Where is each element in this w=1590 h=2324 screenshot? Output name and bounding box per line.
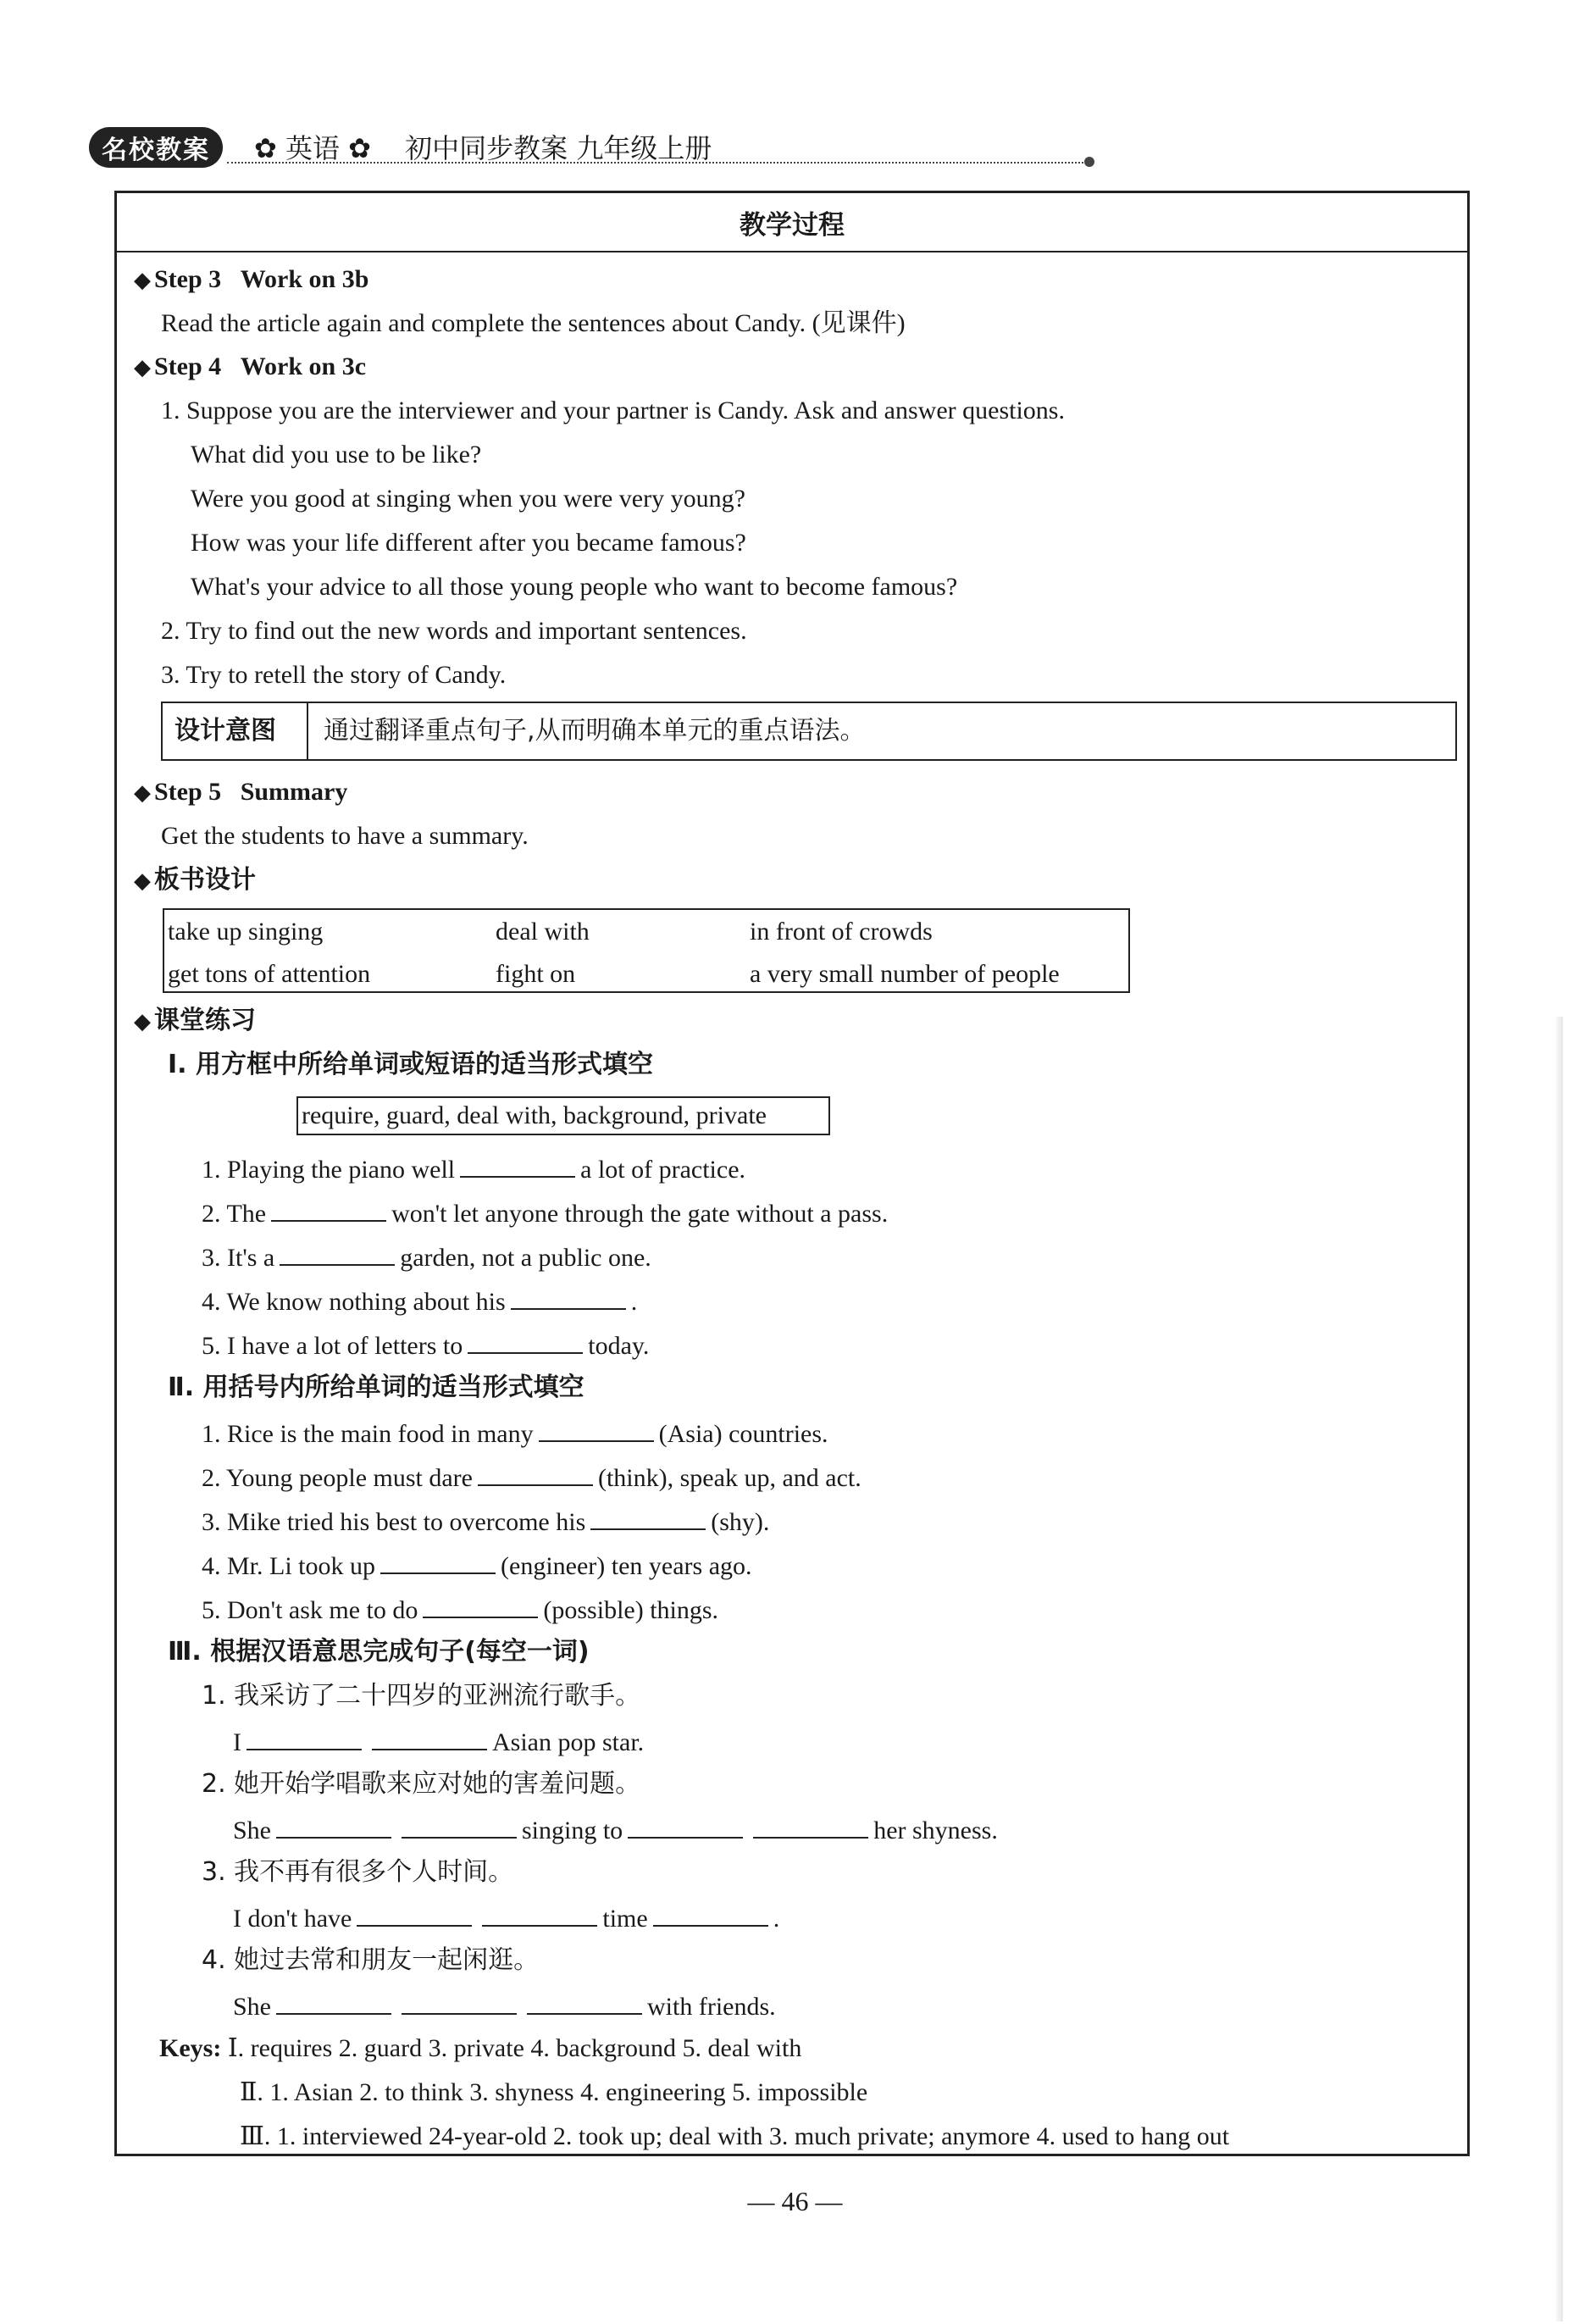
exercise-item: 4. Mr. Li took up (engineer) ten years ago.	[202, 1547, 752, 1584]
scan-edge-shadow	[1554, 1017, 1563, 2321]
exercise-item: 3. It's a garden, not a public one.	[202, 1239, 651, 1275]
step4-label: Step 4	[154, 352, 222, 380]
diamond-bullet-icon: ◆	[134, 355, 151, 380]
answer-blank[interactable]	[527, 1988, 642, 2015]
answer-blank[interactable]	[753, 1811, 868, 1839]
answer-blank[interactable]	[511, 1283, 626, 1310]
diamond-bullet-icon: ◆	[134, 1009, 151, 1034]
answer-blank[interactable]	[482, 1900, 597, 1927]
board-heading-label: 板书设计	[154, 865, 256, 895]
step5-title: Summary	[240, 778, 348, 806]
step5-label: Step 5	[154, 778, 222, 806]
translation-prompt: 1. 我采访了二十四岁的亚洲流行歌手。	[202, 1681, 641, 1711]
step3-text: Read the article again and complete the sentences about Candy. (见课件)	[161, 309, 906, 337]
answer-blank[interactable]	[402, 1811, 517, 1839]
exercise-item: 3. Mike tried his best to overcome his (shy).	[202, 1503, 769, 1539]
publisher-logo: 名校教案	[89, 127, 223, 168]
exercise-item: 2. The won't let anyone through the gate without a pass.	[202, 1195, 888, 1231]
answer-blank[interactable]	[380, 1547, 496, 1574]
translation-answer: She singing to her shyness.	[233, 1811, 998, 1848]
translation-answer: I Asian pop star.	[233, 1723, 644, 1760]
book-title: 初中同步教案 九年级上册	[405, 132, 712, 164]
practice-heading	[134, 1004, 256, 1039]
subject-label: ✿ 英语 ✿	[254, 132, 371, 164]
answer-blank[interactable]	[653, 1900, 768, 1927]
keys-line-2: Ⅱ. 1. Asian 2. to think 3. shyness 4. engineering 5. impossible	[240, 2078, 868, 2106]
header-rule	[227, 162, 1087, 164]
answer-blank[interactable]	[372, 1723, 487, 1750]
translation-answer: She with friends.	[233, 1988, 776, 2024]
header-rule-dot	[1084, 157, 1094, 167]
step4-heading	[134, 350, 366, 385]
answer-blank[interactable]	[276, 1811, 391, 1839]
exercise-item: 5. I have a lot of letters to today.	[202, 1327, 649, 1363]
step3-title: Work on 3b	[240, 265, 369, 293]
step5-heading	[134, 775, 347, 810]
board-cell: a very small number of people	[750, 960, 1060, 988]
board-cell: deal with	[496, 918, 590, 946]
part3-heading: Ⅲ. 根据汉语意思完成句子(每空一词)	[168, 1637, 590, 1667]
answer-blank[interactable]	[468, 1327, 583, 1354]
diamond-bullet-icon: ◆	[134, 268, 151, 293]
part2-heading: Ⅱ. 用括号内所给单词的适当形式填空	[168, 1373, 584, 1402]
exercise-item: 1. Playing the piano well a lot of practice.	[202, 1151, 745, 1187]
step5-text: Get the students to have a summary.	[161, 822, 529, 850]
step4-title: Work on 3c	[240, 352, 367, 380]
keys-line-1	[159, 2032, 801, 2066]
answer-blank[interactable]	[357, 1900, 472, 1927]
step4-question: Were you good at singing when you were very young?	[191, 485, 745, 513]
translation-answer: I don't have time .	[233, 1900, 779, 1936]
answer-blank[interactable]	[539, 1415, 654, 1442]
running-header	[254, 127, 712, 166]
keys-line-3: Ⅲ. 1. interviewed 24-year-old 2. took up; deal with 3. much private; anymore 4. used to hang out	[240, 2122, 1230, 2150]
answer-blank[interactable]	[247, 1723, 362, 1750]
answer-blank[interactable]	[280, 1239, 395, 1266]
board-heading	[134, 863, 256, 898]
word-box-text: require, guard, deal with, background, private	[302, 1101, 767, 1129]
keys-part1: Ⅰ. requires 2. guard 3. private 4. background 5. deal with	[227, 2034, 802, 2062]
answer-blank[interactable]	[402, 1988, 517, 2015]
design-intent-label: 设计意图	[175, 716, 276, 746]
step4-item1: 1. Suppose you are the interviewer and your partner is Candy. Ask and answer questions.	[161, 397, 1065, 424]
board-cell: fight on	[496, 960, 576, 988]
board-cell: take up singing	[168, 918, 324, 946]
frame-title: 教学过程	[117, 193, 1467, 252]
exercise-item: 2. Young people must dare (think), speak up, and act.	[202, 1459, 861, 1495]
answer-blank[interactable]	[478, 1459, 593, 1486]
translation-prompt: 2. 她开始学唱歌来应对她的害羞问题。	[202, 1769, 641, 1799]
answer-blank[interactable]	[460, 1151, 575, 1178]
answer-blank[interactable]	[628, 1811, 743, 1839]
exercise-item: 1. Rice is the main food in many (Asia) countries.	[202, 1415, 828, 1451]
design-intent-text: 通过翻译重点句子,从而明确本单元的重点语法。	[324, 716, 866, 746]
practice-heading-label: 课堂练习	[154, 1006, 256, 1035]
step4-question: What's your advice to all those young people who want to become famous?	[191, 573, 958, 601]
step4-item3: 3. Try to retell the story of Candy.	[161, 661, 507, 689]
answer-blank[interactable]	[276, 1988, 391, 2015]
page-number: — 46 —	[747, 2186, 843, 2216]
diamond-bullet-icon: ◆	[134, 780, 151, 806]
step3-heading	[134, 263, 368, 297]
translation-prompt: 3. 我不再有很多个人时间。	[202, 1857, 514, 1887]
answer-blank[interactable]	[590, 1503, 706, 1530]
board-cell: in front of crowds	[750, 918, 933, 946]
diamond-bullet-icon: ◆	[134, 868, 151, 894]
step4-question: How was your life different after you became famous?	[191, 529, 746, 557]
step4-question: What did you use to be like?	[191, 441, 482, 469]
answer-blank[interactable]	[423, 1591, 538, 1618]
part1-heading: Ⅰ. 用方框中所给单词或短语的适当形式填空	[168, 1050, 654, 1079]
keys-label: Keys:	[159, 2034, 222, 2062]
exercise-item: 4. We know nothing about his .	[202, 1283, 637, 1319]
design-intent-divider	[307, 702, 308, 761]
step3-label: Step 3	[154, 265, 222, 293]
answer-blank[interactable]	[271, 1195, 386, 1222]
exercise-item: 5. Don't ask me to do (possible) things.	[202, 1591, 718, 1628]
board-cell: get tons of attention	[168, 960, 371, 988]
step4-item2: 2. Try to find out the new words and important sentences.	[161, 617, 747, 645]
translation-prompt: 4. 她过去常和朋友一起闲逛。	[202, 1945, 540, 1975]
